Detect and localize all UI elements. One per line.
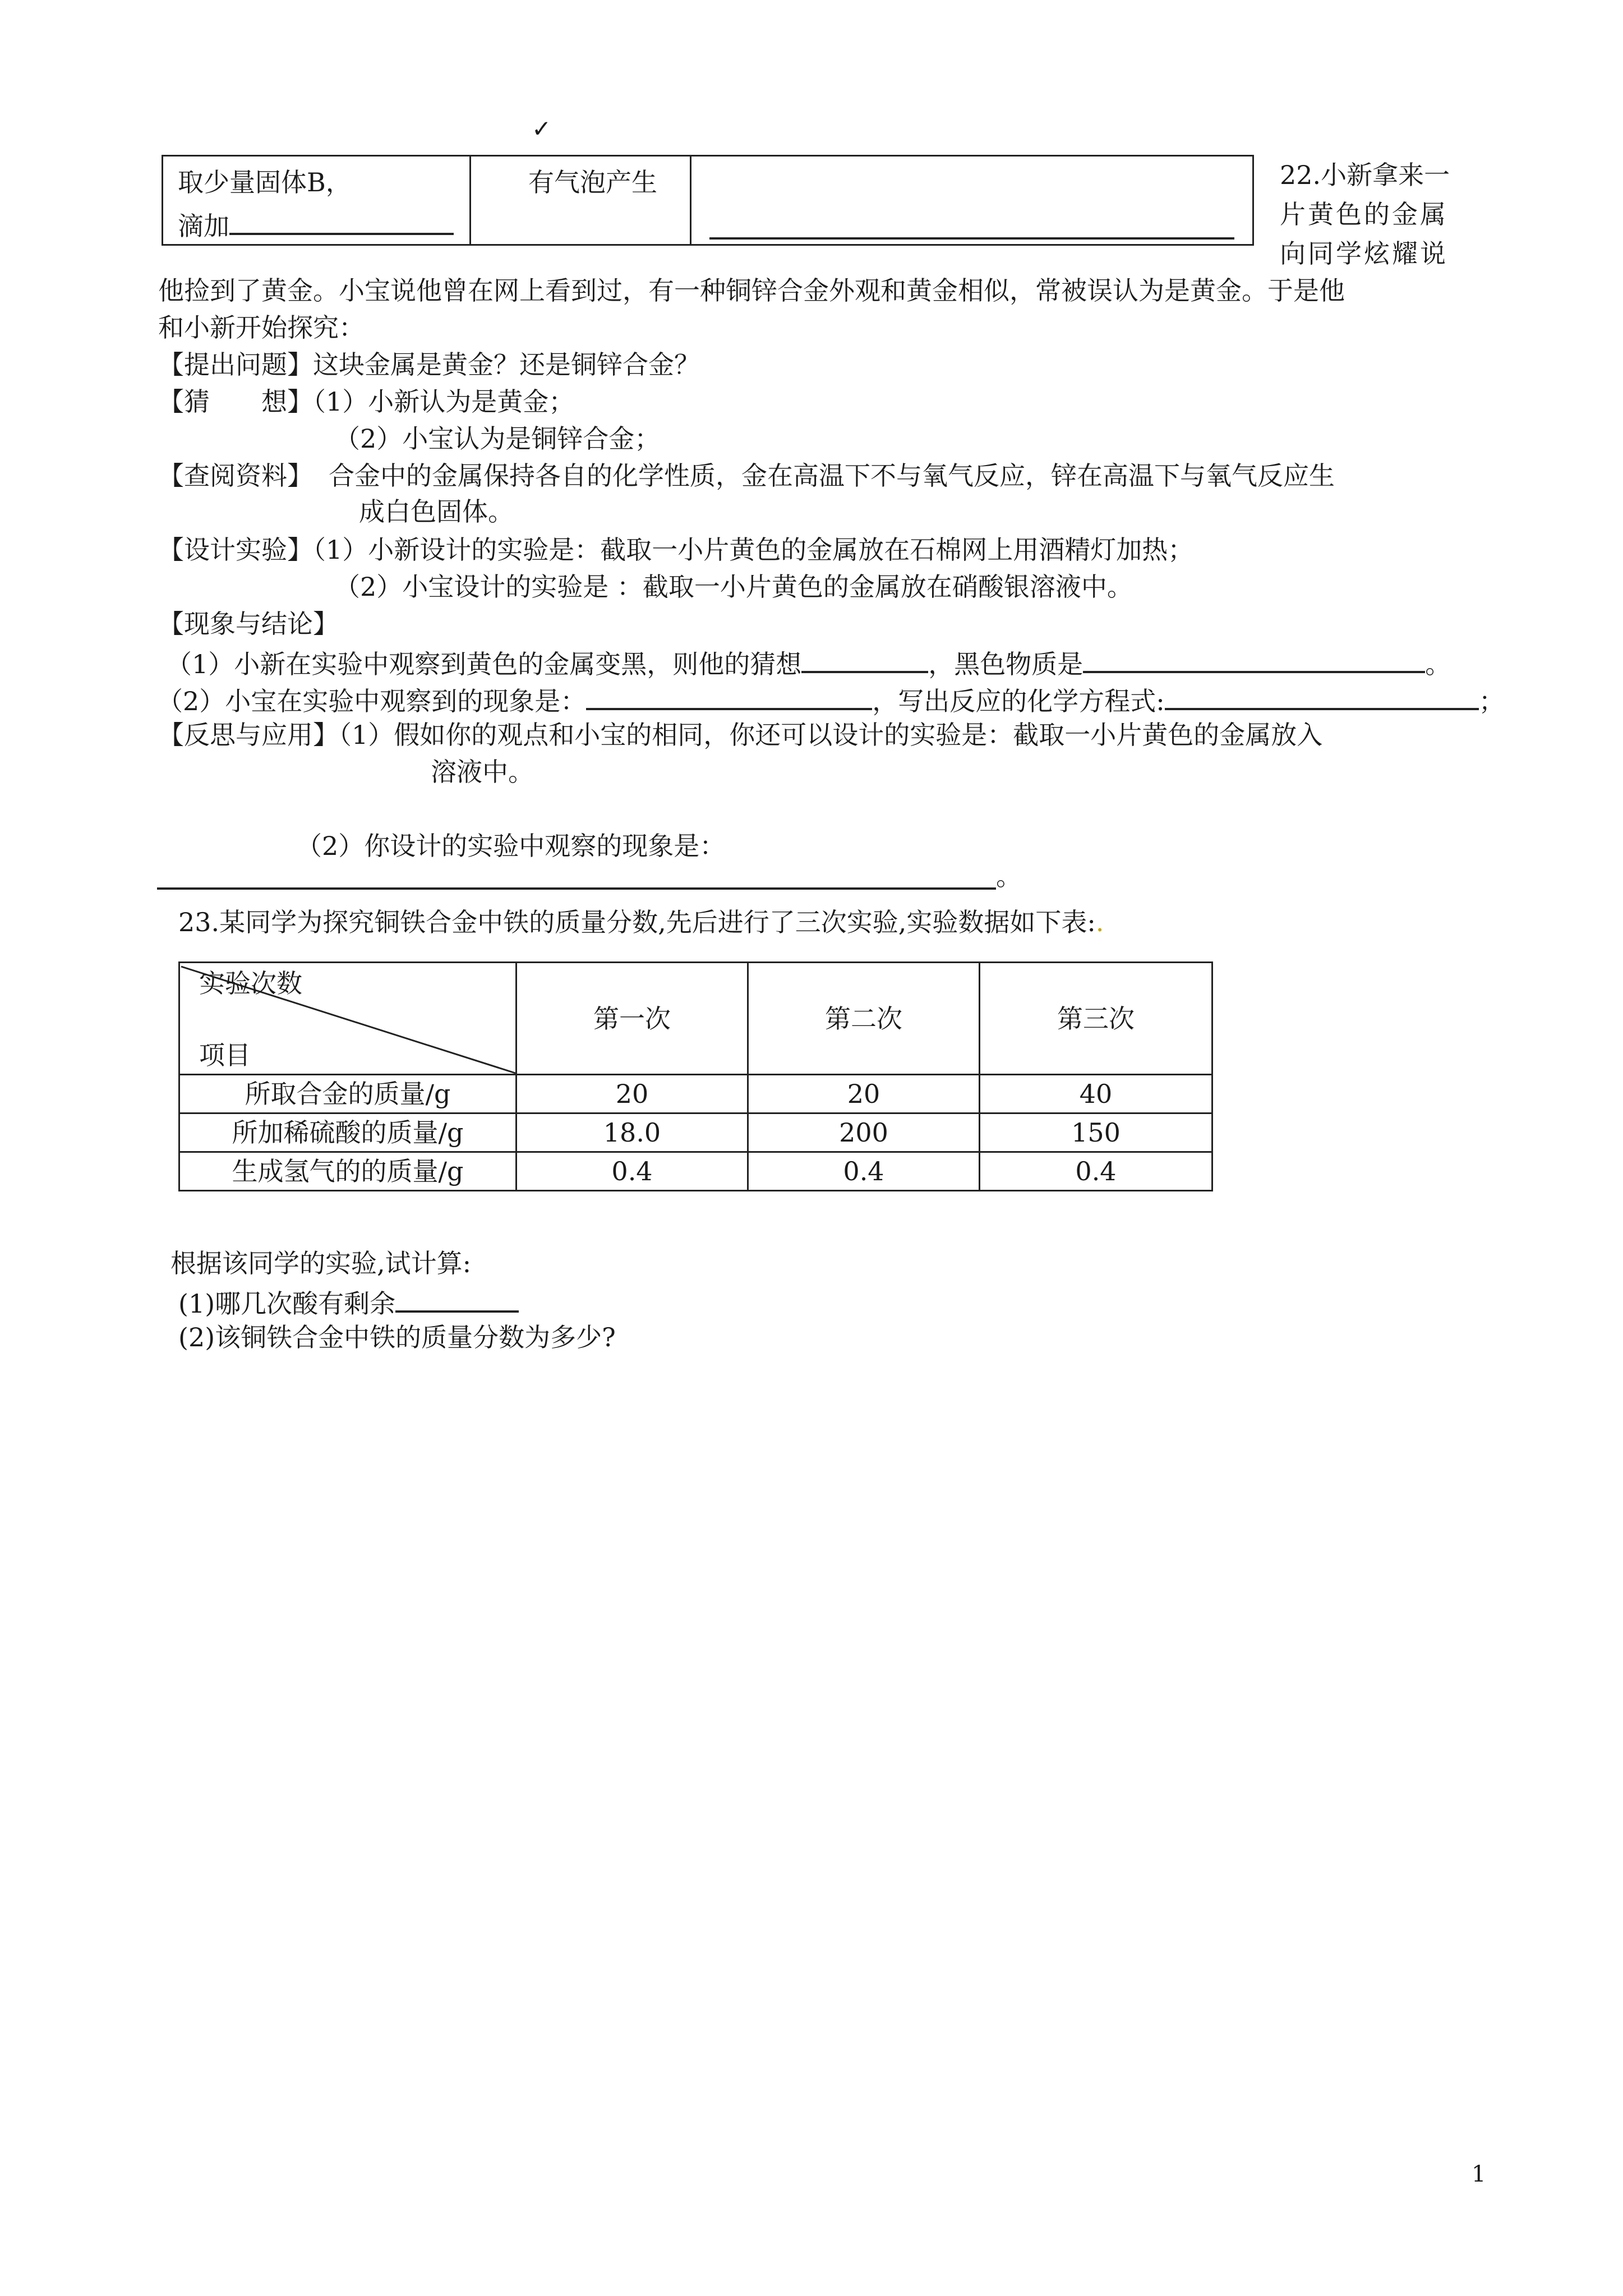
reflect-row [158, 717, 1322, 753]
hypothesis-row [158, 384, 574, 420]
table-corner-cell [179, 963, 517, 1075]
reflect-1b: 溶液中。 [431, 757, 534, 787]
phenomenon-1-row [166, 643, 1451, 682]
q22-side-2: 片黄色的金属 [1280, 199, 1448, 229]
hypothesis-1: （1）小新认为是黄金； [313, 386, 575, 417]
top-table-cell-2 [471, 156, 691, 245]
phenomenon-1-text: （1）小新在实验中观察到黄色的金属变黑，则他的猜想 [166, 649, 802, 679]
question-text: 这块金属是黄金？还是铜锌合金？ [313, 349, 700, 380]
q22-intro-line-1: 他捡到了黄金。小宝说他曾在网上看到过，有一种铜锌合金外观和黄金相似，常被误认为是黄金。于是他 [158, 275, 1345, 306]
row-value: 20 [748, 1075, 980, 1114]
hypothesis-label: 【猜 想】 [158, 386, 313, 417]
reagent-blank[interactable] [229, 205, 454, 235]
header-col-2: 第二次 [748, 963, 980, 1075]
table-row [179, 1114, 1212, 1152]
checkmark-icon: ✓ [532, 115, 552, 142]
reference-row [158, 458, 1335, 494]
q22-intro-line-2: 和小新开始探究： [158, 312, 365, 343]
calc-1: (1)哪几次酸有剩余 [178, 1289, 396, 1319]
design-label: 【设计实验】 [158, 535, 313, 565]
row-value: 200 [748, 1114, 980, 1152]
row-label: 所取合金的质量/g [179, 1075, 517, 1114]
phenomenon-label: 【现象与结论】 [158, 609, 339, 639]
observation-blank[interactable] [586, 680, 872, 710]
acid-remaining-blank[interactable] [395, 1282, 519, 1313]
q23-intro-dot: . [1095, 907, 1104, 937]
hypothesis-result-blank[interactable] [801, 643, 928, 673]
reflect-2: （2）你设计的实验中观察的现象是： [296, 831, 726, 861]
reflect-1: （1）假如你的观点和小宝的相同，你还可以设计的实验是：截取一小片黄色的金属放入 [339, 720, 1323, 750]
conclusion-blank[interactable] [709, 215, 1234, 240]
header-col-1: 第一次 [517, 963, 748, 1075]
table-row [179, 1075, 1212, 1114]
row-value: 18.0 [517, 1114, 748, 1152]
design-2: （2）小宝设计的实验是 ：截取一小片黄色的金属放在硝酸银溶液中。 [334, 572, 1133, 602]
page-number: 1 [1472, 2161, 1486, 2187]
corner-top-label: 实验次数 [199, 968, 302, 999]
top-table-cell-3 [691, 156, 1253, 245]
cell1-line2: 滴加 [178, 211, 229, 241]
cell2-text: 有气泡产生 [528, 167, 657, 197]
design-row [158, 532, 1193, 568]
equation-blank[interactable] [1165, 680, 1479, 710]
phenomenon-1-text-b: ，黑色物质是 [928, 649, 1083, 679]
row-label: 生成氢气的的质量/g [179, 1152, 517, 1191]
top-table-cell-1 [163, 156, 471, 245]
row-label: 所加稀硫酸的质量/g [179, 1114, 517, 1152]
corner-bottom-label: 项目 [199, 1040, 251, 1070]
row-value: 40 [980, 1075, 1212, 1114]
calc-1-row [178, 1282, 519, 1322]
question-label: 【提出问题】 [158, 349, 313, 380]
top-table [162, 155, 1254, 246]
reference-label: 【查阅资料】 [158, 461, 313, 491]
black-substance-blank[interactable] [1083, 643, 1425, 673]
phenomenon-2-end: ； [1478, 686, 1505, 716]
phenomenon-2-text-b: ，写出反应的化学方程式: [872, 686, 1165, 716]
experiment-table [178, 961, 1213, 1191]
reference-text-2: 成白色固体。 [359, 496, 514, 527]
phenomenon-2-text: （2）小宝在实验中观察到的现象是： [157, 686, 587, 716]
row-value: 0.4 [517, 1152, 748, 1191]
table-row [179, 1152, 1212, 1191]
design-1: （1）小新设计的实验是：截取一小片黄色的金属放在石棉网上用酒精灯加热； [313, 535, 1194, 565]
reference-text-1: 合金中的金属保持各自的化学性质，金在高温下不与氧气反应，锌在高温下与氧气反应生 [329, 461, 1335, 491]
header-col-3: 第三次 [980, 963, 1212, 1075]
reflect-2-blank[interactable] [157, 862, 996, 890]
q22-side-1: 22.小新拿来一 [1280, 160, 1450, 190]
phenomenon-2-row [157, 680, 1505, 719]
hypothesis-2: （2）小宝认为是铜锌合金； [334, 424, 661, 454]
row-value: 0.4 [748, 1152, 980, 1191]
row-value: 20 [517, 1075, 748, 1114]
row-value: 0.4 [980, 1152, 1212, 1191]
q23-intro-row [178, 904, 1104, 940]
reflect-2-end: 。 [996, 861, 1022, 891]
q22-side-3: 向同学炫耀说 [1280, 238, 1448, 269]
calc-intro: 根据该同学的实验,试计算: [170, 1248, 472, 1278]
reflect-label: 【反思与应用】 [158, 720, 339, 750]
phenomenon-1-end: 。 [1425, 649, 1451, 679]
row-value: 150 [980, 1114, 1212, 1152]
calc-2: (2)该铜铁合金中铁的质量分数为多少? [178, 1322, 616, 1352]
question-row [158, 347, 700, 383]
q23-intro: 23.某同学为探究铜铁合金中铁的质量分数,先后进行了三次实验,实验数据如下表: [178, 907, 1096, 937]
cell1-line1: 取少量固体B， [178, 167, 352, 197]
